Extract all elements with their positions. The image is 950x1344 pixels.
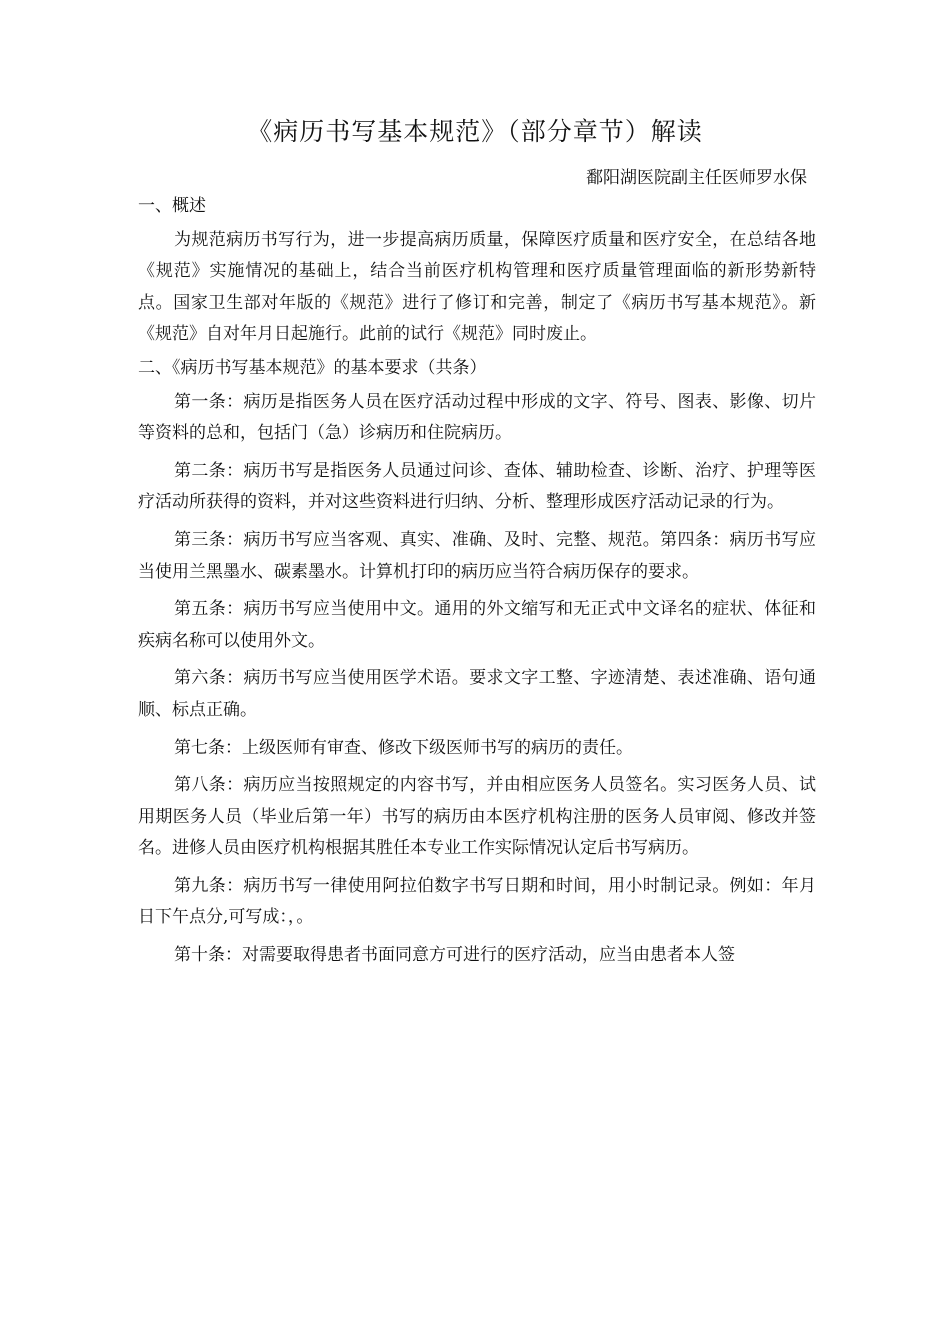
document-body xyxy=(138,191,816,978)
section-heading: 二、《病历书写基本规范》的基本要求（共条） xyxy=(138,357,487,378)
section-heading: 一、概述 xyxy=(138,196,206,216)
document-title: 《病历书写基本规范》（部分章节）解读 xyxy=(247,117,703,146)
article-paragraph: 第七条：上级医师有审查、修改下级医师书写的病历的责任。 xyxy=(174,737,633,758)
article-paragraph: 第九条：病历书写一律使用阿拉伯数字书写日期和时间，用小时制记录。例如：年月日下午点分,可写成：，。 xyxy=(138,875,816,928)
article-paragraph: 第五条：病历书写应当使用中文。通用的外文缩写和无正式中文译名的症状、体征和疾病名称可以使用外文。 xyxy=(138,599,816,651)
article-paragraph: 第八条：病历应当按照规定的内容书写，并由相应医务人员签名。实习医务人员、试用期医务人员（毕业后第一年）书写的病历由本医疗机构注册的医务人员审阅、修改并签名。进修人员由医疗机构根据其胜任本专业工作实际情况认定后书写病历。 xyxy=(138,775,816,859)
article-paragraph: 第一条：病历是指医务人员在医疗活动过程中形成的文字、符号、图表、影像、切片等资料的总和，包括门（急）诊病历和住院病历。 xyxy=(138,391,816,444)
section-overview xyxy=(138,191,816,351)
article-paragraph: 第十条：对需要取得患者书面同意方可进行的医疗活动，应当由患者本人签 xyxy=(174,945,735,966)
article-paragraph: 第六条：病历书写应当使用医学术语。要求文字工整、字迹清楚、表述准确、语句通顺、标点正确。 xyxy=(138,668,816,720)
article-paragraph: 第二条：病历书写是指医务人员通过问诊、查体、辅助检查、诊断、治疗、护理等医疗活动所获得的资料，并对这些资料进行归纳、分析、整理形成医疗活动记录的行为。 xyxy=(138,460,816,513)
author-line: 鄱阳湖医院副主任医师罗水保 xyxy=(586,168,807,188)
section-basic-requirements xyxy=(138,353,816,972)
article-paragraph: 第三条：病历书写应当客观、真实、准确、及时、完整、规范。第四条：病历书写应当使用兰黑墨水、碳素墨水。计算机打印的病历应当符合病历保存的要求。 xyxy=(138,529,816,582)
paragraph: 为规范病历书写行为，进一步提高病历质量，保障医疗质量和医疗安全，在总结各地《规范》实施情况的基础上，结合当前医疗机构管理和医疗质量管理面临的新形势新特点。国家卫生部对年版的《规范》进行了修订和完善，制定了《病历书写基本规范》。新《规范》自对年月日起施行。此前的试行《规范》同时废止。 xyxy=(138,229,816,345)
